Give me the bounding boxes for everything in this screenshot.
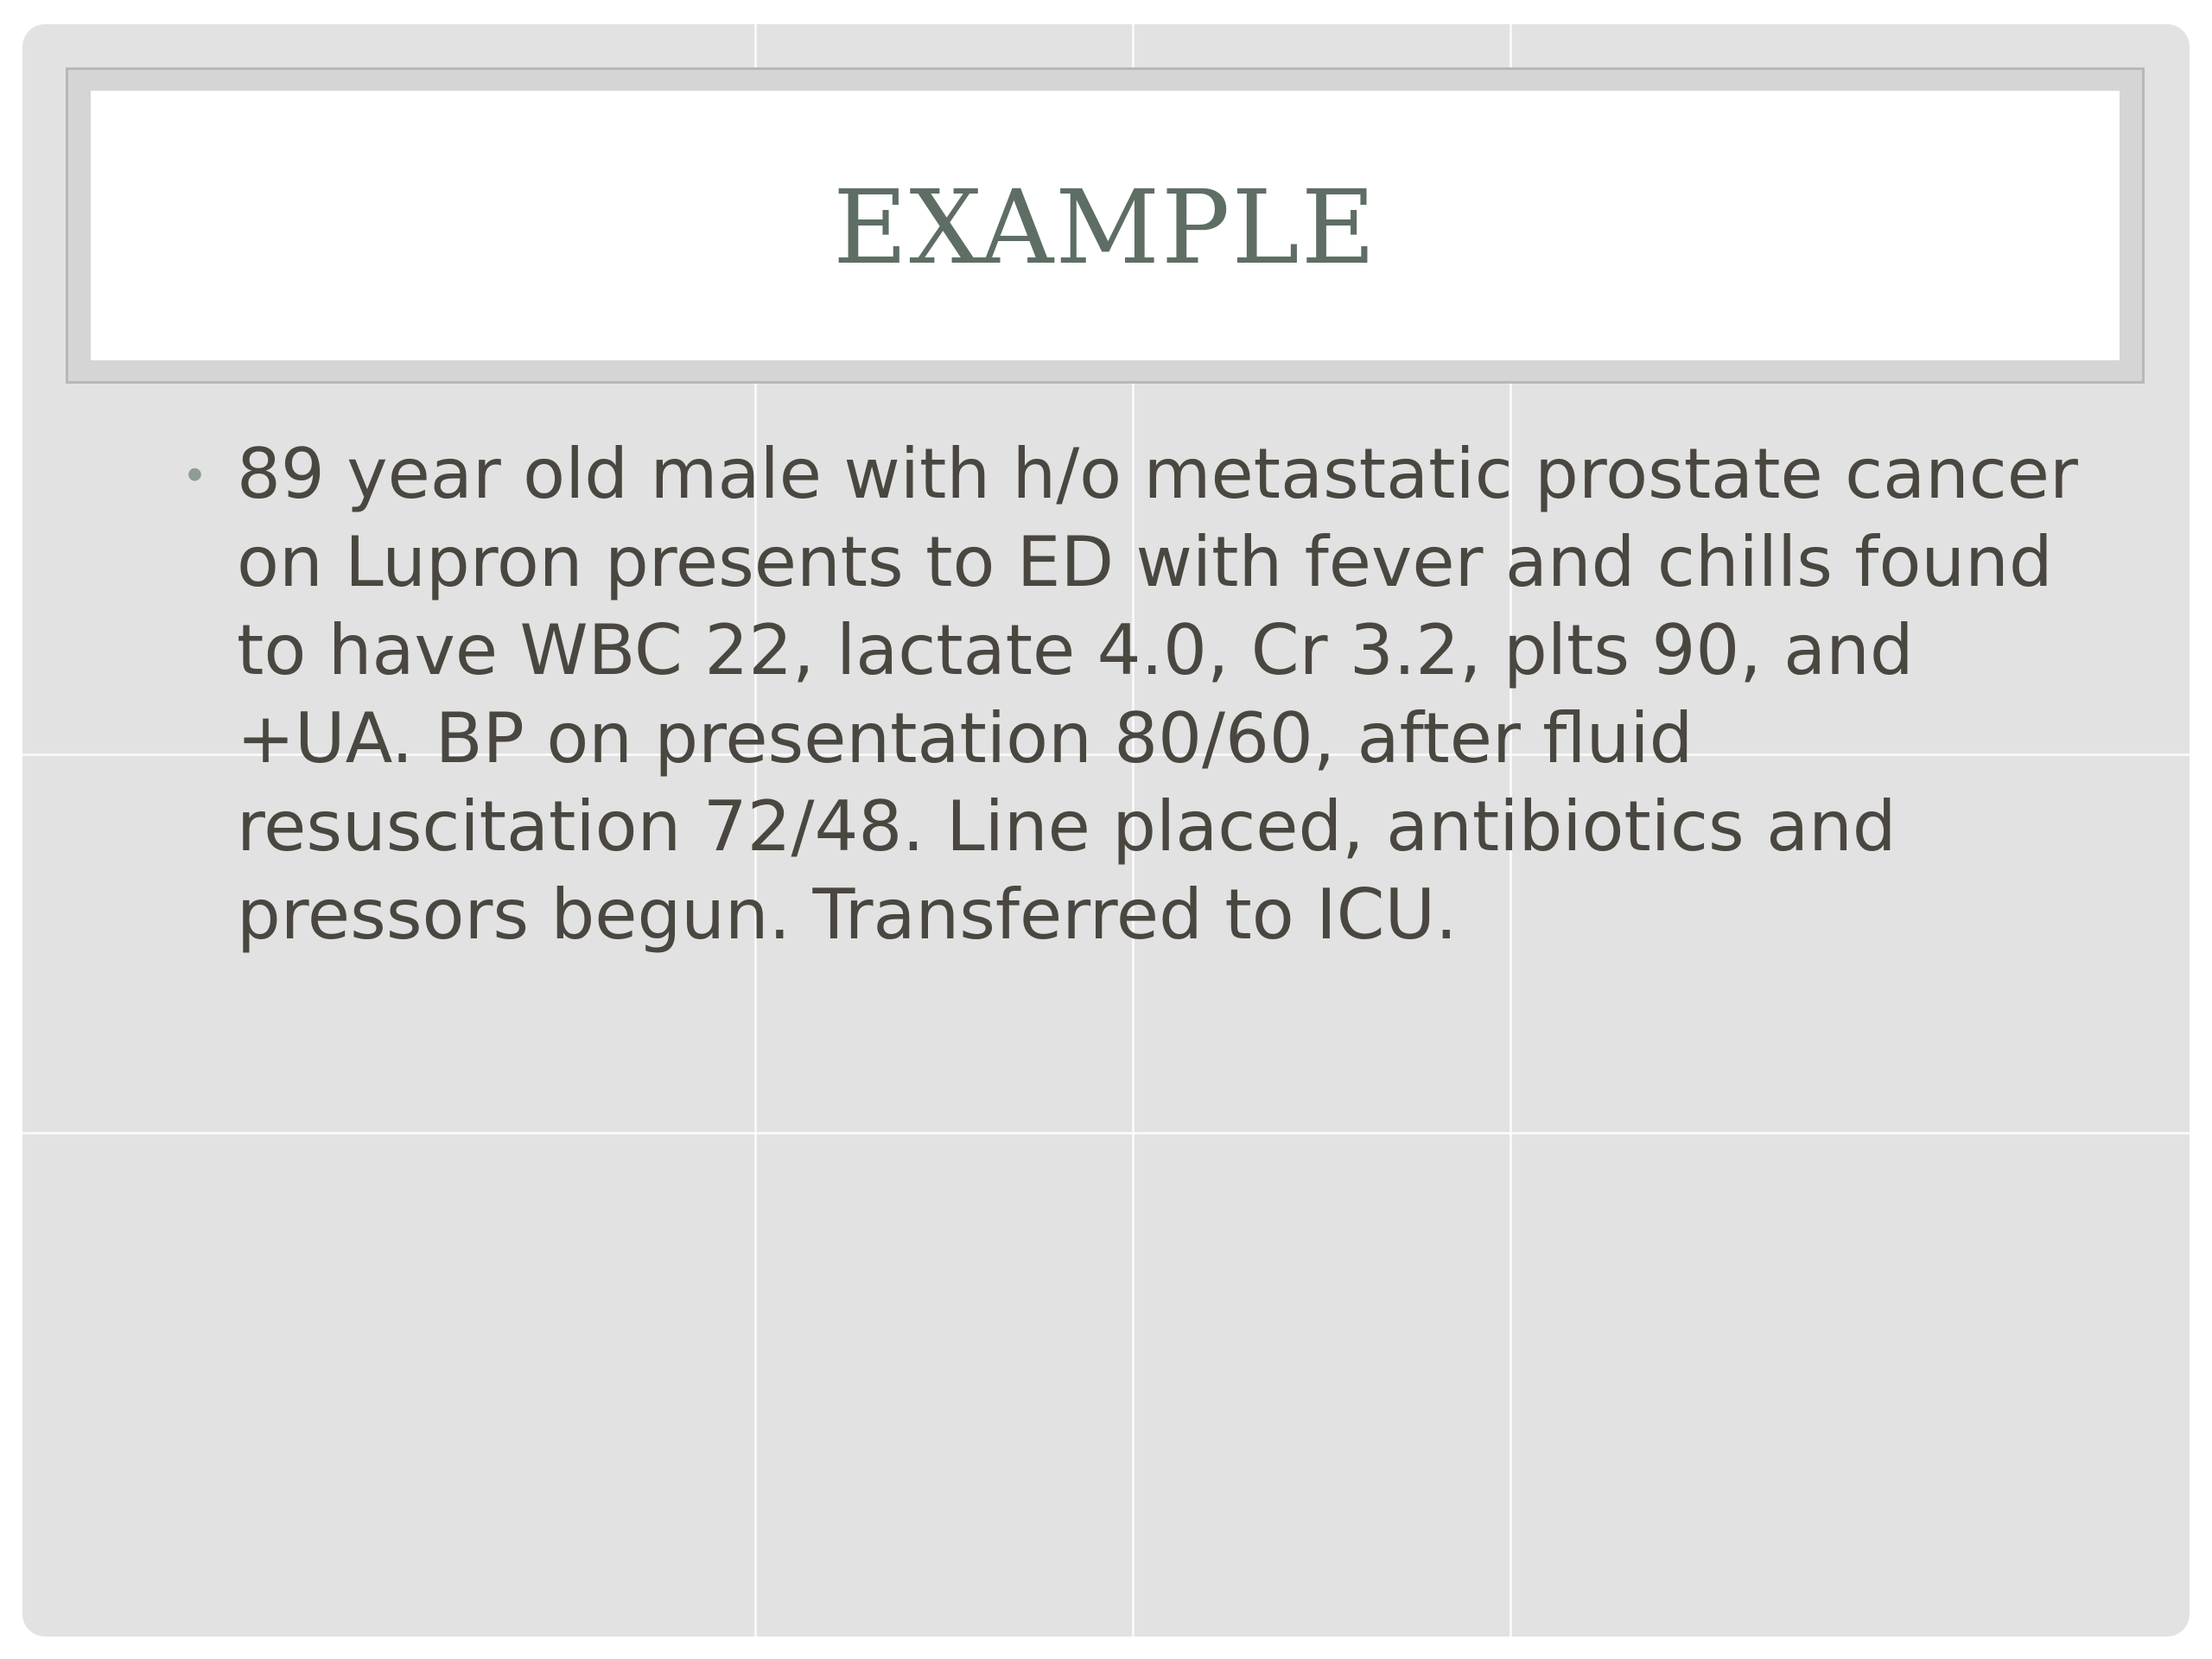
bullet-item [161, 430, 2113, 959]
bullet-text: 89 year old male with h/o metastatic prostate cancer on Lupron presents to ED with fever and chills found to have WBC 22, lactate 4.0, Cr 3.2, plts 90, and +UA. BP on presentation 80/60, after fluid resuscitation 72/48. Line placed, antibiotics and pressors begun. Transferred to ICU. [237, 434, 2078, 955]
title-box [91, 91, 2120, 360]
title-frame [66, 67, 2145, 384]
slide [22, 24, 2190, 1637]
slide-title: EXAMPLE [833, 168, 1377, 287]
slide-body [161, 430, 2113, 959]
grid-line [22, 1132, 2190, 1135]
bullet-marker: • [187, 448, 203, 500]
